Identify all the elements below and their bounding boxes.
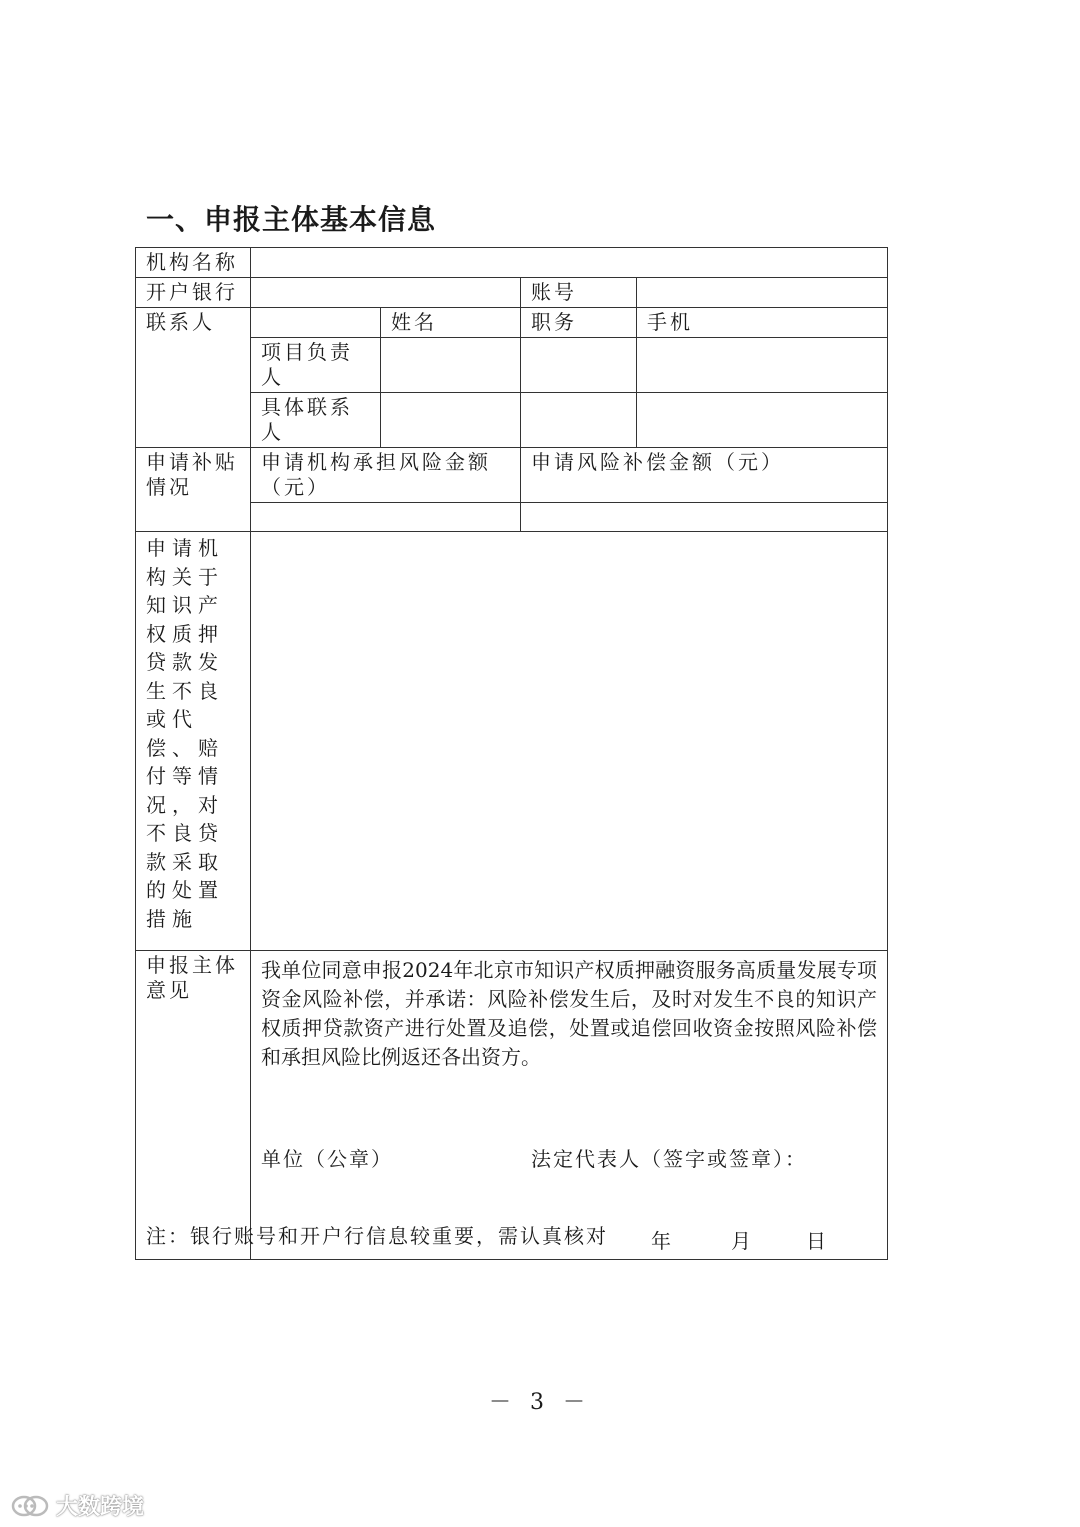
account-label: 账号 <box>521 278 637 308</box>
watermark <box>10 1490 144 1521</box>
contact-position-field[interactable] <box>521 393 637 448</box>
bad-loan-field[interactable] <box>251 532 888 951</box>
opinion-row <box>136 951 888 1260</box>
contact-role: 具体联系人 <box>251 393 381 448</box>
org-name-row <box>136 248 888 278</box>
bank-label: 开户银行 <box>136 278 251 308</box>
opinion-text: 我单位同意申报2024年北京市知识产权质押融资服务高质量发展专项资金风险补偿，并承诺：风险补偿发生后，及时对发生不良的知识产权质押贷款资产进行处置及追偿，处置或追偿回收资金按照风险补偿和承担风险比例返还各出资方。 <box>261 958 877 1069</box>
watermark-text: 大数跨境 <box>56 1495 145 1520</box>
contact-phone-field[interactable] <box>637 338 888 393</box>
risk-amount-label: 申请机构承担风险金额（元） <box>251 448 521 503</box>
subsidy-label: 申请补贴情况 <box>136 448 251 532</box>
contact-phone-field[interactable] <box>637 393 888 448</box>
contact-header-row <box>136 308 888 338</box>
day-label: 日 <box>806 1229 829 1253</box>
section-title: 一、申报主体基本信息 <box>146 203 437 236</box>
subsidy-header-row <box>136 448 888 503</box>
year-label: 年 <box>651 1229 674 1253</box>
footnote: 注：银行账号和开户行信息较重要，需认真核对 <box>146 1224 608 1248</box>
month-label: 月 <box>731 1229 754 1253</box>
contact-role: 项目负责人 <box>251 338 381 393</box>
applicant-info-table <box>135 247 888 1260</box>
org-name-field[interactable] <box>251 248 888 278</box>
col-position-header: 职务 <box>521 308 637 338</box>
bank-field[interactable] <box>251 278 521 308</box>
account-field[interactable] <box>637 278 888 308</box>
contact-header-blank <box>251 308 381 338</box>
col-phone-header: 手机 <box>637 308 888 338</box>
legal-rep-label: 法定代表人（签字或签章）： <box>531 1147 807 1171</box>
compensation-amount-label: 申请风险补偿金额（元） <box>521 448 888 503</box>
bad-loan-label: 申请机构关于知识产权质押贷款发生不良或代偿、赔付等情况，对不良贷款采取的处置措施 <box>136 532 251 951</box>
col-name-header: 姓名 <box>381 308 521 338</box>
risk-amount-field[interactable] <box>251 503 521 532</box>
opinion-label: 申报主体意见 <box>136 951 251 1260</box>
opinion-cell <box>251 951 888 1260</box>
bad-loan-row <box>136 532 888 951</box>
stamp-label: 单位（公章） <box>261 1147 393 1171</box>
chat-bubble-logo-icon <box>10 1494 50 1518</box>
contact-label: 联系人 <box>136 308 251 448</box>
contact-name-field[interactable] <box>381 338 521 393</box>
bank-row <box>136 278 888 308</box>
compensation-amount-field[interactable] <box>521 503 888 532</box>
org-name-label: 机构名称 <box>136 248 251 278</box>
contact-name-field[interactable] <box>381 393 521 448</box>
page-number: － 3 － <box>489 1390 591 1415</box>
contact-position-field[interactable] <box>521 338 637 393</box>
